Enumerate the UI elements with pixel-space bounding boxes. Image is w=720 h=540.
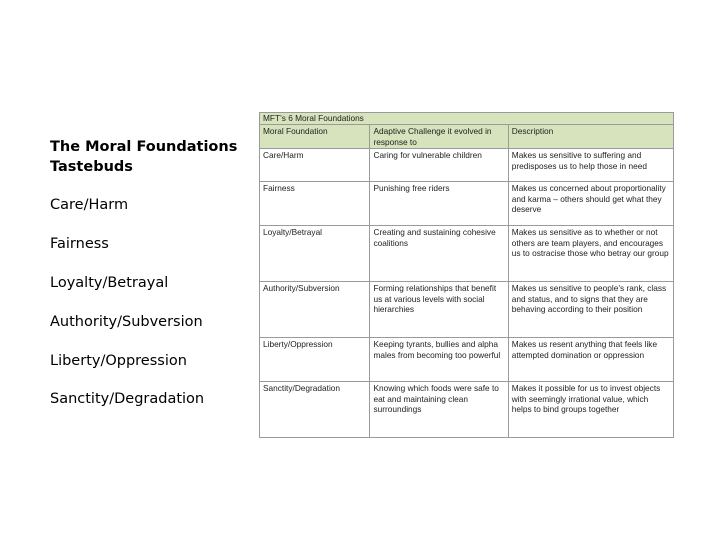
foundation-cell: Sanctity/Degradation	[260, 382, 370, 438]
challenge-cell: Caring for vulnerable children	[370, 149, 508, 182]
description-cell: Makes it possible for us to invest objects with seemingly irrational value, which helps to bind groups together	[508, 382, 673, 438]
description-cell: Makes us sensitive as to whether or not others are team players, and encourages us to ostracise those who betray our group	[508, 226, 673, 282]
challenge-cell: Creating and sustaining cohesive coalitions	[370, 226, 508, 282]
foundations-table	[259, 112, 674, 438]
foundation-cell: Fairness	[260, 182, 370, 226]
challenge-cell: Knowing which foods were safe to eat and maintaining clean surroundings	[370, 382, 508, 438]
foundation-cell: Liberty/Oppression	[260, 338, 370, 382]
column-header: Moral Foundation	[260, 125, 370, 149]
description-cell: Makes us resent anything that feels like attempted domination or oppression	[508, 338, 673, 382]
table-row	[260, 149, 674, 182]
description-cell: Makes us concerned about proportionality and karma – others should get what they deserve	[508, 182, 673, 226]
foundation-cell: Care/Harm	[260, 149, 370, 182]
table-header-row	[260, 125, 674, 149]
challenge-cell: Punishing free riders	[370, 182, 508, 226]
table-row	[260, 226, 674, 282]
list-item: Care/Harm	[50, 197, 129, 213]
table-row	[260, 338, 674, 382]
description-cell: Makes us sensitive to suffering and predisposes us to help those in need	[508, 149, 673, 182]
list-heading-line1: The Moral Foundations	[50, 139, 238, 155]
table-row	[260, 382, 674, 438]
list-heading-line2: Tastebuds	[50, 159, 133, 175]
description-cell: Makes us sensitive to people’s rank, class and status, and to signs that they are behaving according to their position	[508, 282, 673, 338]
list-item: Sanctity/Degradation	[50, 391, 205, 407]
list-item: Liberty/Oppression	[50, 353, 187, 369]
table-row	[260, 182, 674, 226]
foundation-cell: Loyalty/Betrayal	[260, 226, 370, 282]
table-caption: MFT’s 6 Moral Foundations	[260, 113, 674, 125]
foundations-list	[50, 137, 250, 407]
table-caption-row	[260, 113, 674, 125]
list-item: Loyalty/Betrayal	[50, 275, 169, 291]
challenge-cell: Forming relationships that benefit us at various levels with social hierarchies	[370, 282, 508, 338]
list-item: Fairness	[50, 236, 109, 252]
challenge-cell: Keeping tyrants, bullies and alpha males from becoming too powerful	[370, 338, 508, 382]
column-header: Adaptive Challenge it evolved in response to	[370, 125, 508, 149]
list-heading	[50, 137, 250, 177]
column-header: Description	[508, 125, 673, 149]
table-row	[260, 282, 674, 338]
list-item: Authority/Subversion	[50, 314, 203, 330]
foundations-table-container	[259, 112, 674, 438]
foundation-cell: Authority/Subversion	[260, 282, 370, 338]
